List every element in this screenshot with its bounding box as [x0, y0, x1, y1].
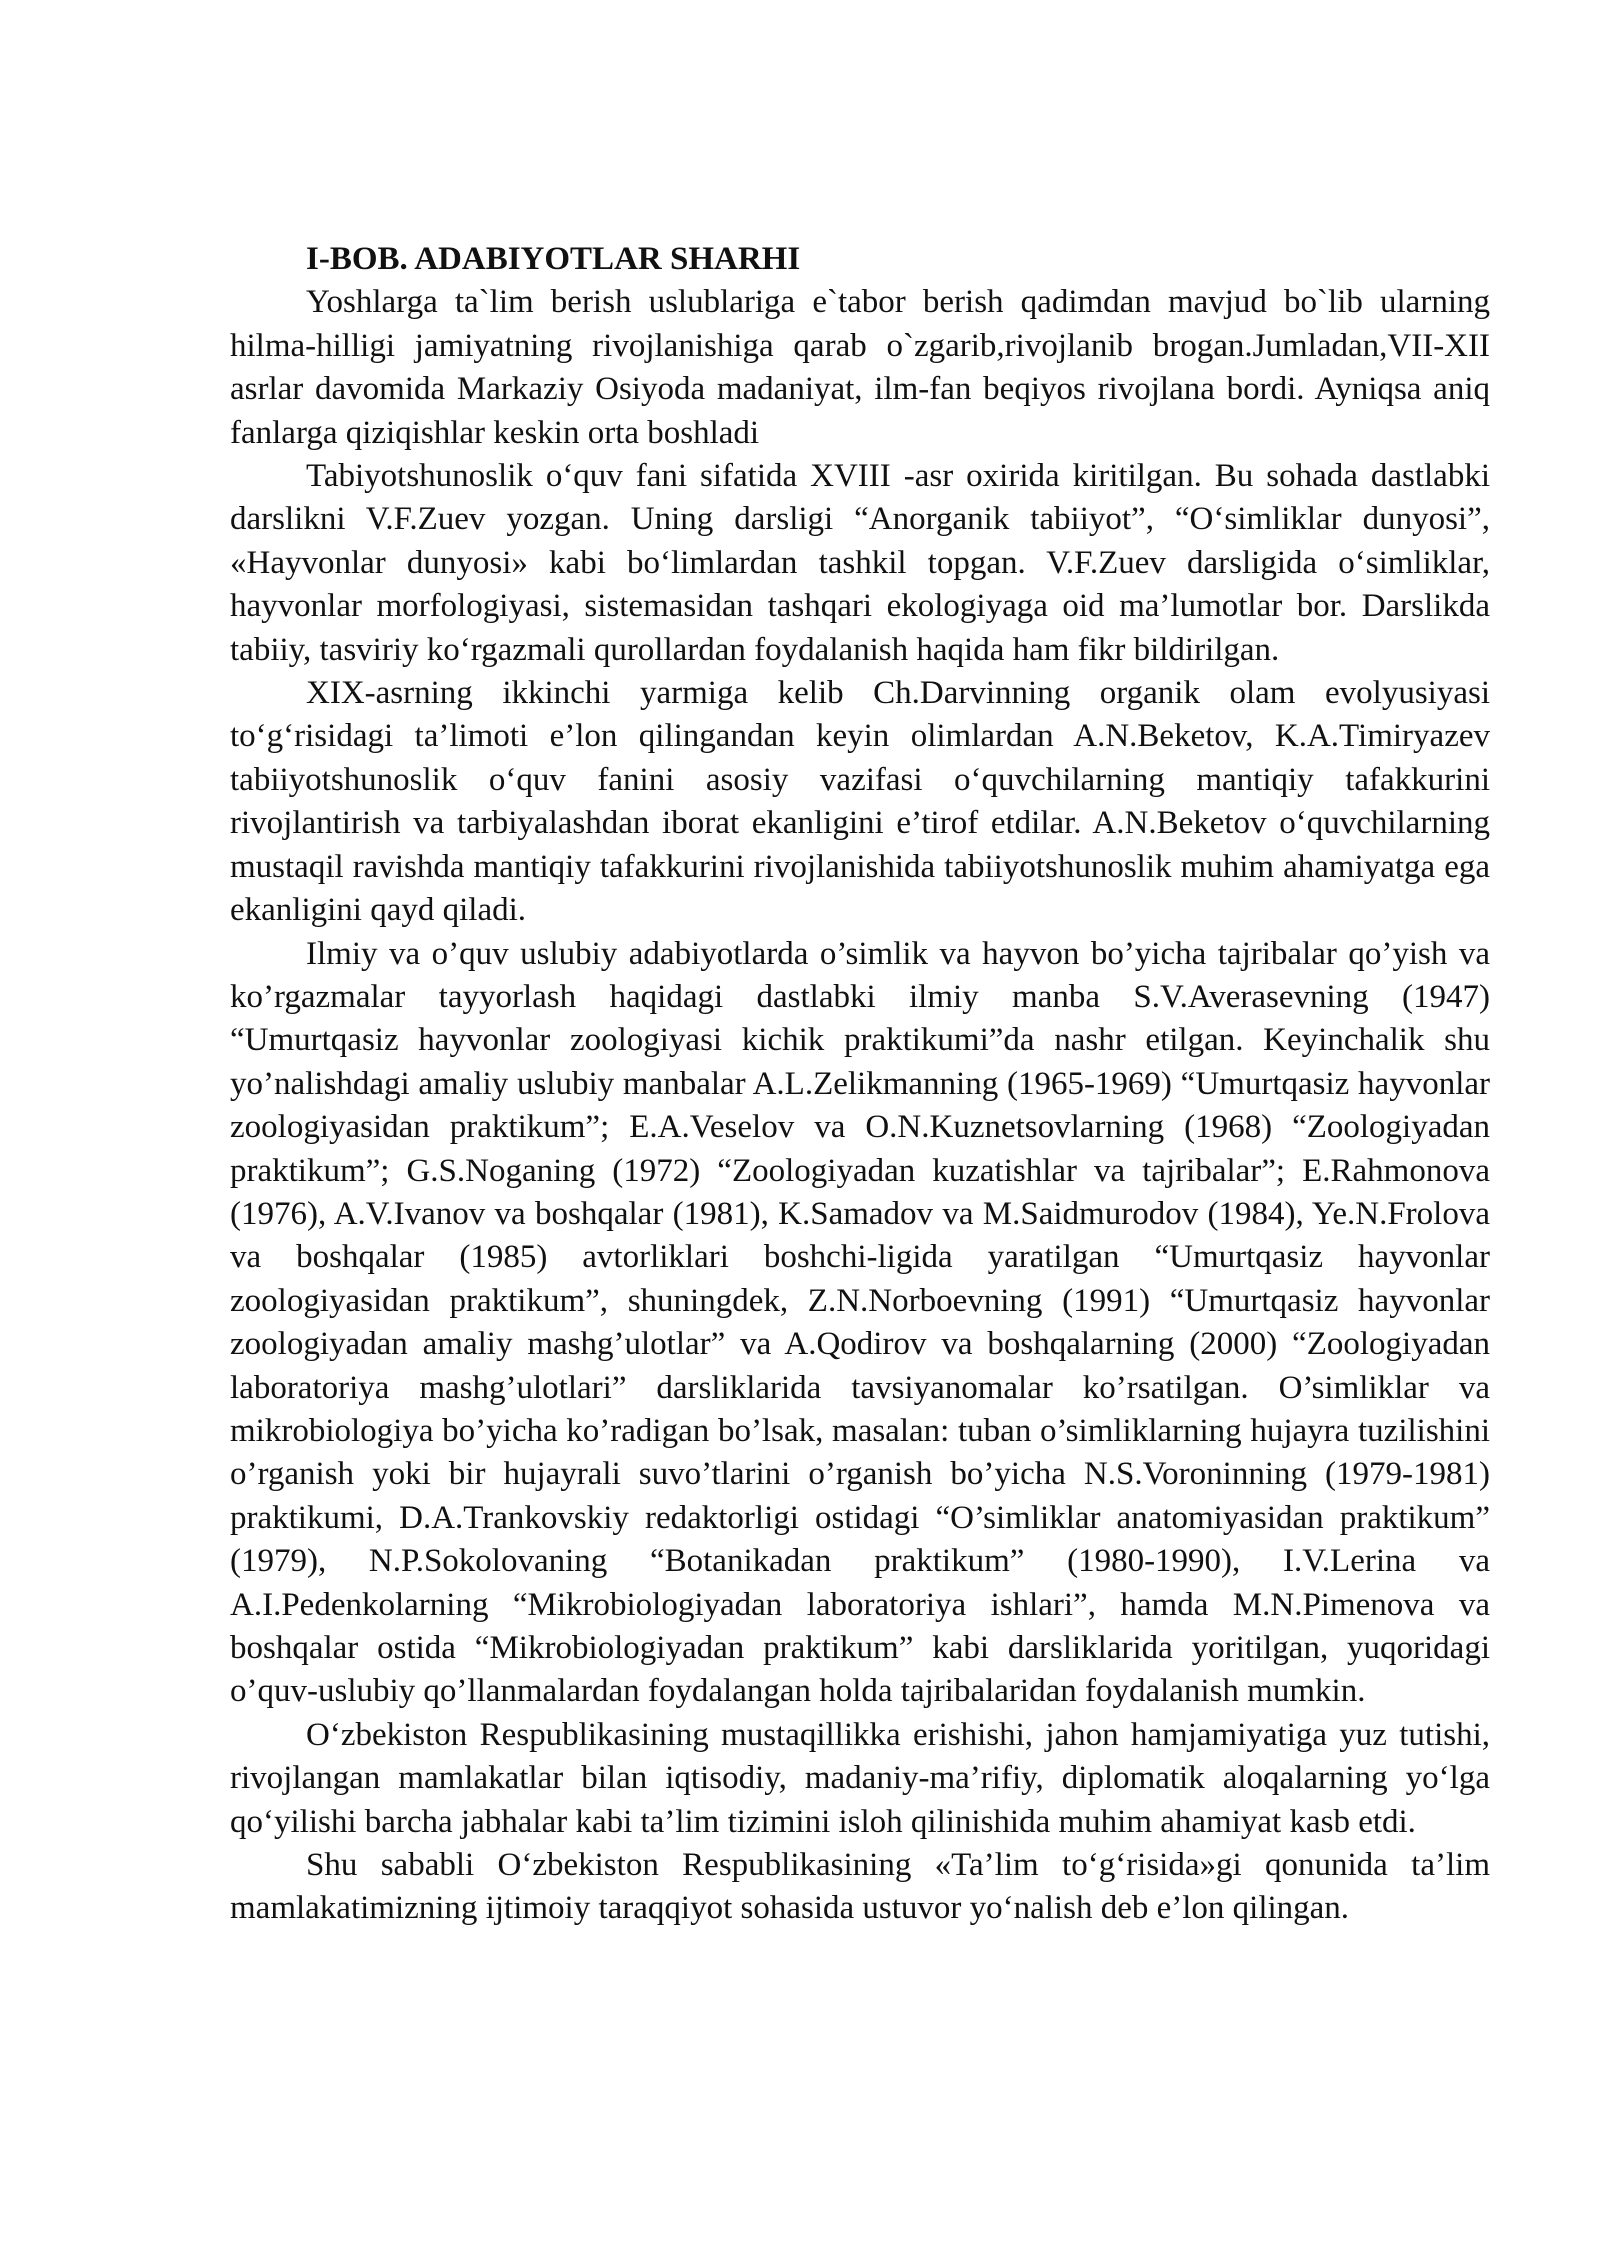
document-page: [230, 238, 1490, 1931]
chapter-heading: I-BOB. ADABIYOTLAR SHARHI: [306, 241, 801, 277]
paragraph-1: Yoshlarga ta`lim berish uslublariga e`tabor berish qadimdan mavjud bo`lib ularning hilma-hilligi jamiyatning rivojlanishiga qarab o`zgarib,rivojlanib brogan.Jumladan,VII-XII asrlar davomida Markaziy Osiyoda madaniyat, ilm-fan beqiyos rivojlana bordi. Ayniqsa aniq fanlarga qiziqishlar keskin orta boshladi: [230, 284, 1490, 451]
paragraph-3: XIX-asrning ikkinchi yarmiga kelib Ch.Darvinning organik olam evolyusiyasi to‘g‘risidagi ta’limoti e’lon qilingandan keyin olimlardan A.N.Beketov, K.A.Timiryazev tabiiyotshunoslik o‘quv fanini asosiy vazifasi o‘quvchilarning mantiqiy tafakkurini rivojlantirish va tarbiyalashdan iborat ekanligini e’tirof etdilar. A.N.Beketov o‘quvchilarning mustaqil ravishda mantiqiy tafakkurini rivojlanishida tabiiyotshunoslik muhim ahamiyatga ega ekanligini qayd qiladi.: [230, 675, 1490, 929]
paragraph-2: Tabiyotshunoslik o‘quv fani sifatida XVIII -asr oxirida kiritilgan. Bu sohada dastlabki darslikni V.F.Zuev yozgan. Uning darsligi “Anorganik tabiiyot”, “O‘simliklar dunyosi”, «Hayvonlar dunyosi» kabi bo‘limlardan tashkil topgan. V.F.Zuev darsligida o‘simliklar, hayvonlar morfologiyasi, sistemasidan tashqari ekologiyaga oid ma’lumotlar bor. Darslikda tabiiy, tasviriy ko‘rgazmali qurollardan foydalanish haqida ham fikr bildirilgan.: [230, 458, 1490, 668]
paragraph-5: O‘zbekiston Respublikasining mustaqillikka erishishi, jahon hamjamiyatiga yuz tutishi, rivojlangan mamlakatlar bilan iqtisodiy, madaniy-ma’rifiy, diplomatik aloqalarning yo‘lga qo‘yilishi barcha jabhalar kabi ta’lim tizimini isloh qilinishida muhim ahamiyat kasb etdi.: [230, 1716, 1490, 1840]
paragraph-4: Ilmiy va o’quv uslubiy adabiyotlarda o’simlik va hayvon bo’yicha tajribalar qo’yish va ko’rgazmalar tayyorlash haqidagi dastlabki ilmiy manba S.V.Averasevning (1947) “Umurtqasiz hayvonlar zoologiyasi kichik praktikumi”da nashr etilgan. Keyinchalik shu yo’nalishdagi amaliy uslubiy manbalar A.L.Zelikmanning (1965-1969) “Umurtqasiz hayvonlar zoologiyasidan praktikum”; E.A.Veselov va O.N.Kuznetsovlarning (1968) “Zoologiyadan praktikum”; G.S.Noganing (1972) “Zoologiyadan kuzatishlar va tajribalar”; E.Rahmonova (1976), A.V.Ivanov va boshqalar (1981), K.Samadov va M.Saidmurodov (1984), Ye.N.Frolova va boshqalar (1985) avtorliklari boshchi-ligida yaratilgan “Umurtqasiz hayvonlar zoologiyasidan praktikum”, shuningdek, Z.N.Norboevning (1991) “Umurtqasiz hayvonlar zoologiyadan amaliy mashg’ulotlar” va A.Qodirov va boshqalarning (2000) “Zoologiyadan laboratoriya mashg’ulotlari” darsliklarida tavsiyanomalar ko’rsatilgan. O’simliklar va mikrobiologiya bo’yicha ko’radigan bo’lsak, masalan: tuban o’simliklarning hujayra tuzilishini o’rganish yoki bir hujayrali suvo’tlarini o’rganish bo’yicha N.S.Voroninning (1979-1981) praktikumi, D.A.Trankovskiy redaktorligi ostidagi “O’simliklar anatomiyasidan praktikum” (1979), N.P.Sokolovaning “Botanikadan praktikum” (1980-1990), I.V.Lerina va A.I.Pedenkolarning “Mikrobiologiyadan laboratoriya ishlari”, hamda M.N.Pimenova va boshqalar ostida “Mikrobiologiyadan praktikum” kabi darsliklarida yoritilgan, yuqoridagi o’quv-uslubiy qo’llanmalardan foydalangan holda tajribalaridan foydalanish mumkin.: [230, 935, 1490, 1710]
paragraph-6: Shu sababli O‘zbekiston Respublikasining «Ta’lim to‘g‘risida»gi qonunida ta’lim mamlakatimizning ijtimoiy taraqqiyot sohasida ustuvor yo‘nalish deb e’lon qilingan.: [230, 1847, 1490, 1927]
